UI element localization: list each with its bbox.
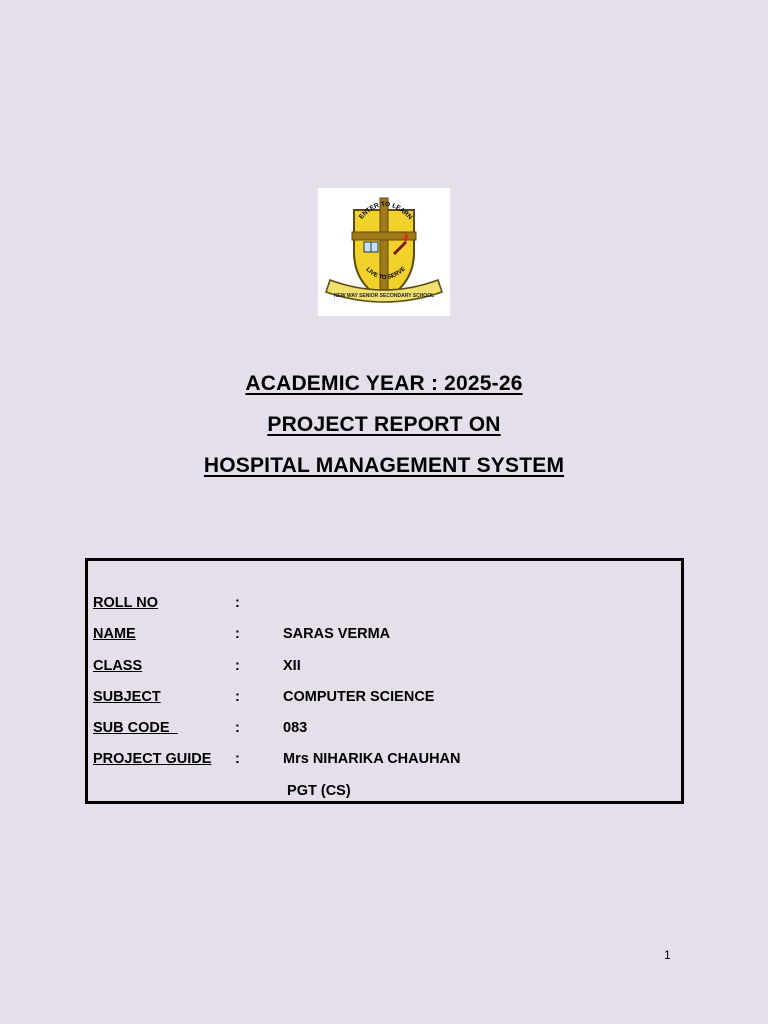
detail-row-class [93,656,673,676]
detail-row-roll-no [93,593,673,613]
detail-label: PROJECT GUIDE [93,751,212,767]
detail-row-name [93,624,673,644]
school-crest-icon [318,188,450,316]
detail-row-sub-code [93,718,673,738]
student-details-box [85,558,684,804]
detail-label: SUBJECT [93,689,161,705]
detail-colon: : [235,720,240,736]
detail-colon: : [235,689,240,705]
detail-value: Mrs NIHARIKA CHAUHAN [283,751,461,767]
svg-text:NEW WAY SENIOR SECONDARY SCHOO: NEW WAY SENIOR SECONDARY SCHOOL [333,293,435,299]
detail-value: PGT (CS) [283,783,351,799]
detail-colon: : [235,595,240,611]
svg-text:ENTER TO LEARN: ENTER TO LEARN [357,200,414,222]
report-on-heading: PROJECT REPORT ON [267,413,501,436]
detail-label: CLASS [93,658,143,674]
detail-value: XII [283,658,301,674]
detail-row-project-guide [93,749,673,769]
detail-value: 083 [283,720,308,736]
detail-label: SUB CODE [93,720,178,736]
detail-row-guide-designation [93,781,673,801]
school-logo [318,188,450,316]
detail-label: ROLL NO [93,595,158,611]
detail-row-subject [93,687,673,707]
detail-colon: : [235,658,240,674]
svg-text:LIVE TO SERVE: LIVE TO SERVE [364,266,407,282]
title-block [0,368,768,491]
page-number: 1 [664,948,671,962]
project-title-heading: HOSPITAL MANAGEMENT SYSTEM [203,454,565,477]
detail-colon: : [235,751,240,767]
detail-colon: : [235,626,240,642]
academic-year-heading: ACADEMIC YEAR : 2025-26 [245,372,523,395]
detail-value: SARAS VERMA [283,626,391,642]
detail-value: COMPUTER SCIENCE [283,689,435,705]
detail-label: NAME [93,626,136,642]
